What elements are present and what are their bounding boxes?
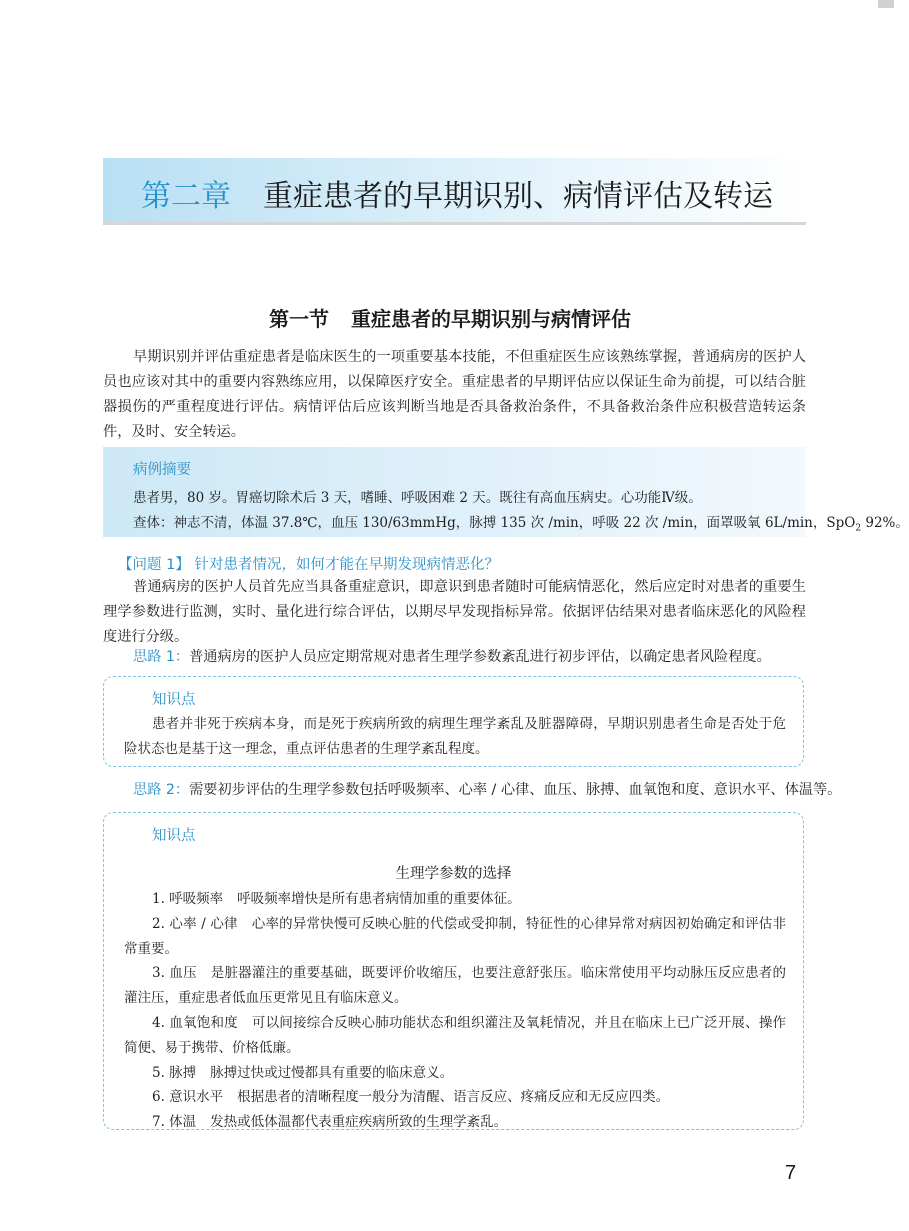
section-number: 第一节 <box>269 307 329 331</box>
knowledge-box-1 <box>103 676 804 767</box>
parameter-term: 5. 脉搏 <box>152 1064 197 1081</box>
question-1-text: 针对患者情况，如何才能在早期发现病情恶化？ <box>194 557 499 573</box>
idea-1-label: 思路 1： <box>133 649 190 665</box>
chapter-banner <box>103 158 806 225</box>
question-1-answer: 普通病房的医护人员首先应当具备重症意识，即意识到患者随时可能病情恶化，然后应定时对患者的重要生理学参数进行监测，实时、量化进行综合评估，以期尽早发现指标异常。依据评估结果对患者临床恶化的风险程度进行分级。 <box>103 579 806 645</box>
parameter-item <box>124 887 786 912</box>
idea-1-text: 普通病房的医护人员应定期常规对患者生理学参数紊乱进行初步评估，以确定患者风险程度。 <box>189 649 771 665</box>
knowledge-2-subtitle: 生理学参数的选择 <box>395 866 512 882</box>
parameter-desc: 是脏器灌注的重要基础，既要评价收缩压，也要注意舒张压。临床常使用平均动脉压反应患者的灌注压，重症患者低血压更常见且有临床意义。 <box>124 965 787 1007</box>
case-exam-text: 查体：神志不清，体温 37.8℃，血压 130/63mmHg，脉搏 135 次 /min，呼吸 22 次 /min，面罩吸氧 6L/min，SpO <box>133 515 856 531</box>
parameter-item <box>124 1011 786 1061</box>
case-summary-heading: 病例摘要 <box>133 462 191 478</box>
section-heading <box>0 303 900 332</box>
parameter-item <box>124 1110 786 1135</box>
parameter-item <box>124 961 786 1011</box>
question-1 <box>118 553 499 574</box>
parameter-term: 7. 体温 <box>152 1114 197 1131</box>
corner-tab-mark <box>872 0 900 14</box>
parameter-desc: 可以间接综合反映心肺功能状态和组织灌注及氧耗情况，并且在临床上已广泛开展、操作简便、易于携带、价格低廉。 <box>124 1014 787 1056</box>
idea-2-label: 思路 2： <box>133 782 190 798</box>
parameter-term: 6. 意识水平 <box>152 1089 224 1106</box>
page-number: 7 <box>785 1162 797 1184</box>
parameter-item <box>124 1085 786 1110</box>
idea-2-text: 需要初步评估的生理学参数包括呼吸频率、心率 / 心律、血压、脉搏、血氧饱和度、意识水平、体温等。 <box>189 782 842 798</box>
parameter-desc: 呼吸频率增快是所有患者病情加重的重要体征。 <box>237 891 521 907</box>
idea-2 <box>133 779 841 799</box>
section-title: 重症患者的早期识别与病情评估 <box>351 307 631 331</box>
case-exam-suffix: 92%。 <box>861 515 909 531</box>
parameter-desc: 根据患者的清晰程度一般分为清醒、语言反应、疼痛反应和无反应四类。 <box>237 1089 670 1106</box>
intro-paragraph: 早期识别并评估重症患者是临床医生的一项重要基本技能，不但重症医生应该熟练掌握，普通病房的医护人员也应该对其中的重要内容熟练应用，以保障医疗安全。重症患者的早期评估应以保证生命为前提，可以结合脏器损伤的严重程度进行评估。病情评估后应该判断当地是否具备救治条件，不具备救治条件应积极营造转运条件，及时、安全转运。 <box>103 349 806 440</box>
knowledge-1-label: 知识点 <box>152 692 196 708</box>
knowledge-1-text: 患者并非死于疾病本身，而是死于疾病所致的病理生理学紊乱及脏器障碍，早期识别患者生命是否处于危险状态也是基于这一理念，重点评估患者的生理学紊乱程度。 <box>124 716 786 757</box>
knowledge-2-label: 知识点 <box>152 828 196 844</box>
parameter-term: 3. 血压 <box>152 965 197 982</box>
question-1-label: 【问题 1】 <box>118 557 190 573</box>
chapter-number: 第二章 <box>141 179 231 214</box>
parameter-list <box>124 887 786 1135</box>
case-history-line: 患者男，80 岁。胃癌切除术后 3 天，嗜睡、呼吸困难 2 天。既往有高血压病史。心功能Ⅳ级。 <box>133 490 702 506</box>
parameter-term: 2. 心率 / 心律 <box>152 915 238 932</box>
case-summary-box <box>103 447 909 537</box>
idea-1 <box>133 646 771 666</box>
parameter-desc: 发热或低体温都代表重症疾病所致的生理学紊乱。 <box>210 1114 508 1131</box>
case-exam-line <box>133 511 909 534</box>
knowledge-box-2 <box>103 812 804 1130</box>
spo2-subscript: 2 <box>855 523 862 534</box>
parameter-term: 1. 呼吸频率 <box>152 891 224 907</box>
parameter-item <box>124 1061 786 1086</box>
parameter-item <box>124 912 786 962</box>
parameter-term: 4. 血氧饱和度 <box>152 1014 238 1031</box>
parameter-desc: 脉搏过快或过慢都具有重要的临床意义。 <box>210 1064 454 1081</box>
chapter-title: 重症患者的早期识别、病情评估及转运 <box>263 179 773 214</box>
parameter-desc: 心率的异常快慢可反映心脏的代偿或受抑制，特征性的心律异常对病因初始确定和评估非常重要。 <box>124 915 786 957</box>
